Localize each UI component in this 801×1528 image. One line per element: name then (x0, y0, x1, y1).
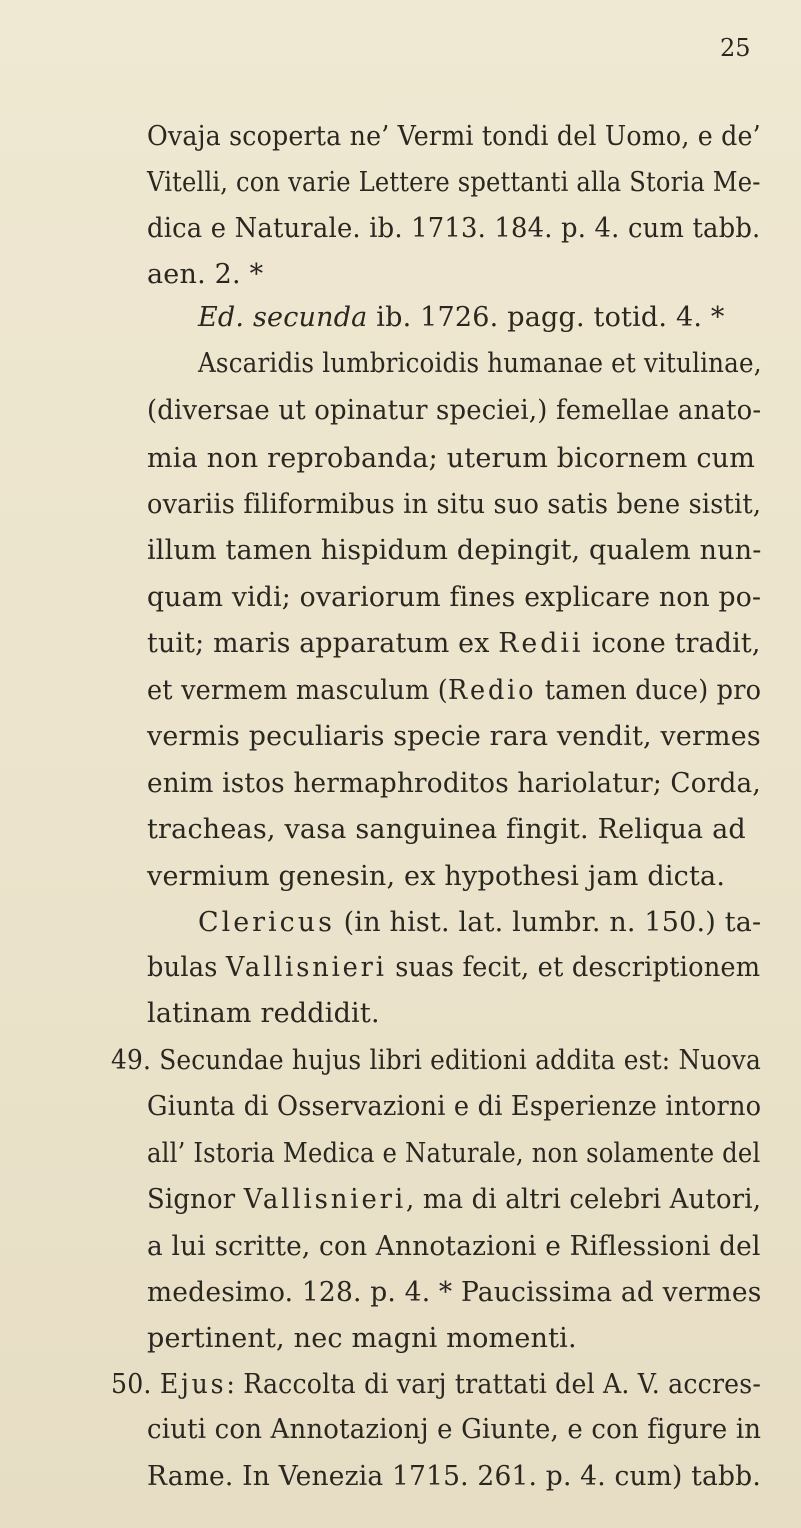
text-segment: all’ Istoria Medica e Naturale, non solamente del (147, 1138, 761, 1169)
text-segment: vermis peculiaris specie rara vendit, vermes (147, 721, 761, 752)
text-line (147, 120, 761, 154)
text-segment: latinam reddidit. (147, 998, 380, 1029)
text-line (147, 1137, 760, 1171)
text-line (111, 1368, 761, 1402)
text-segment: ovariis filiformibus in situ suo satis bene sistit, (147, 489, 762, 520)
text-segment: dica e Naturale. ib. 1713. 184. p. 4. cum tabb. (147, 213, 761, 244)
text-line (147, 767, 761, 801)
text-line (147, 394, 761, 428)
text-line (147, 720, 761, 754)
text-line (198, 301, 725, 335)
text-line (147, 488, 761, 522)
text-segment: et vermem masculum ( (147, 675, 448, 706)
text-line (147, 1183, 761, 1217)
text-segment: vermium genesin, ex hypothesi jam dicta. (147, 861, 726, 892)
text-line (147, 1413, 761, 1447)
page-number: 25 (720, 34, 751, 62)
text-line (111, 1044, 761, 1078)
text-segment: Ed. secunda (198, 302, 368, 333)
text-line (147, 1090, 761, 1124)
text-segment: : Raccolta di varj trattati del A. V. accres- (226, 1369, 762, 1400)
text-segment: medesimo. 128. p. 4. * Paucissima ad vermes (147, 1277, 762, 1308)
text-segment: tamen duce) pro (536, 675, 762, 706)
text-line (147, 1276, 762, 1310)
text-segment: Vallisnieri (225, 952, 387, 983)
text-segment: enim istos hermaphroditos hariolatur; Corda, (147, 768, 761, 799)
text-line (147, 258, 263, 292)
text-segment: Redio (447, 675, 537, 706)
text-segment: quam vidi; ovariorum fines explicare non po- (147, 582, 762, 613)
text-segment: Vallisnieri (243, 1184, 407, 1215)
text-segment: Redii (498, 628, 584, 659)
text-segment: illum tamen hispidum depingit, qualem nun- (147, 535, 762, 566)
text-segment: Giunta di Osservazioni e di Esperienze intorno (147, 1091, 762, 1122)
text-line (198, 347, 762, 381)
text-line (147, 674, 761, 708)
text-line (147, 442, 755, 476)
text-segment: bulas (147, 952, 226, 983)
text-segment: pertinent, nec magni momenti. (147, 1323, 577, 1354)
text-line (147, 1322, 577, 1356)
text-line (147, 951, 760, 985)
text-segment: a lui scritte, con Annotazioni e Riflessioni del (147, 1231, 761, 1262)
text-segment: Ovaja scoperta ne’ Vermi tondi del Uomo, e de’ (147, 121, 761, 152)
text-line (147, 997, 380, 1031)
text-line (147, 860, 725, 894)
text-segment: mia non reprobanda; uterum bicornem cum (147, 443, 756, 474)
text-segment: Ejus (159, 1369, 227, 1400)
text-segment: suas fecit, et descriptionem (386, 952, 761, 983)
text-segment: Rame. In Venezia 1715. 261. p. 4. cum) tabb. (147, 1461, 761, 1492)
text-line (147, 581, 761, 615)
text-segment: Ascaridis lumbricoidis humanae et vitulinae, (198, 348, 762, 379)
text-segment: tracheas, vasa sanguinea fingit. Reliqua ad (147, 814, 746, 845)
text-segment: ib. 1726. pagg. totid. 4. * (367, 302, 725, 333)
text-segment: aen. 2. * (147, 259, 264, 290)
text-segment: Signor (147, 1184, 244, 1215)
text-segment: , ma di altri celebri Autori, (406, 1184, 762, 1215)
text-segment: (diversae ut opinatur speciei,) femellae anato- (147, 395, 762, 426)
text-line (147, 627, 761, 661)
text-segment: Vitelli, con varie Lettere spettanti alla Storia Me- (147, 167, 761, 198)
text-segment: 49. Secundae hujus libri editioni addita est: Nuova (111, 1045, 762, 1076)
text-line (147, 534, 762, 568)
text-segment: ciuti con Annotazionj e Giunte, e con figure in (147, 1414, 762, 1445)
text-segment: tuit; maris apparatum ex (147, 628, 499, 659)
text-segment: icone tradit, (583, 628, 761, 659)
text-line (198, 906, 761, 940)
text-segment: 50. (111, 1369, 160, 1400)
text-line (147, 813, 746, 847)
text-line (147, 1230, 761, 1264)
text-segment: (in hist. lat. lumbr. n. 150.) ta- (334, 907, 762, 938)
text-segment: Clericus (198, 907, 335, 938)
text-line (147, 166, 761, 200)
text-line (147, 1460, 761, 1494)
text-line (147, 212, 760, 246)
